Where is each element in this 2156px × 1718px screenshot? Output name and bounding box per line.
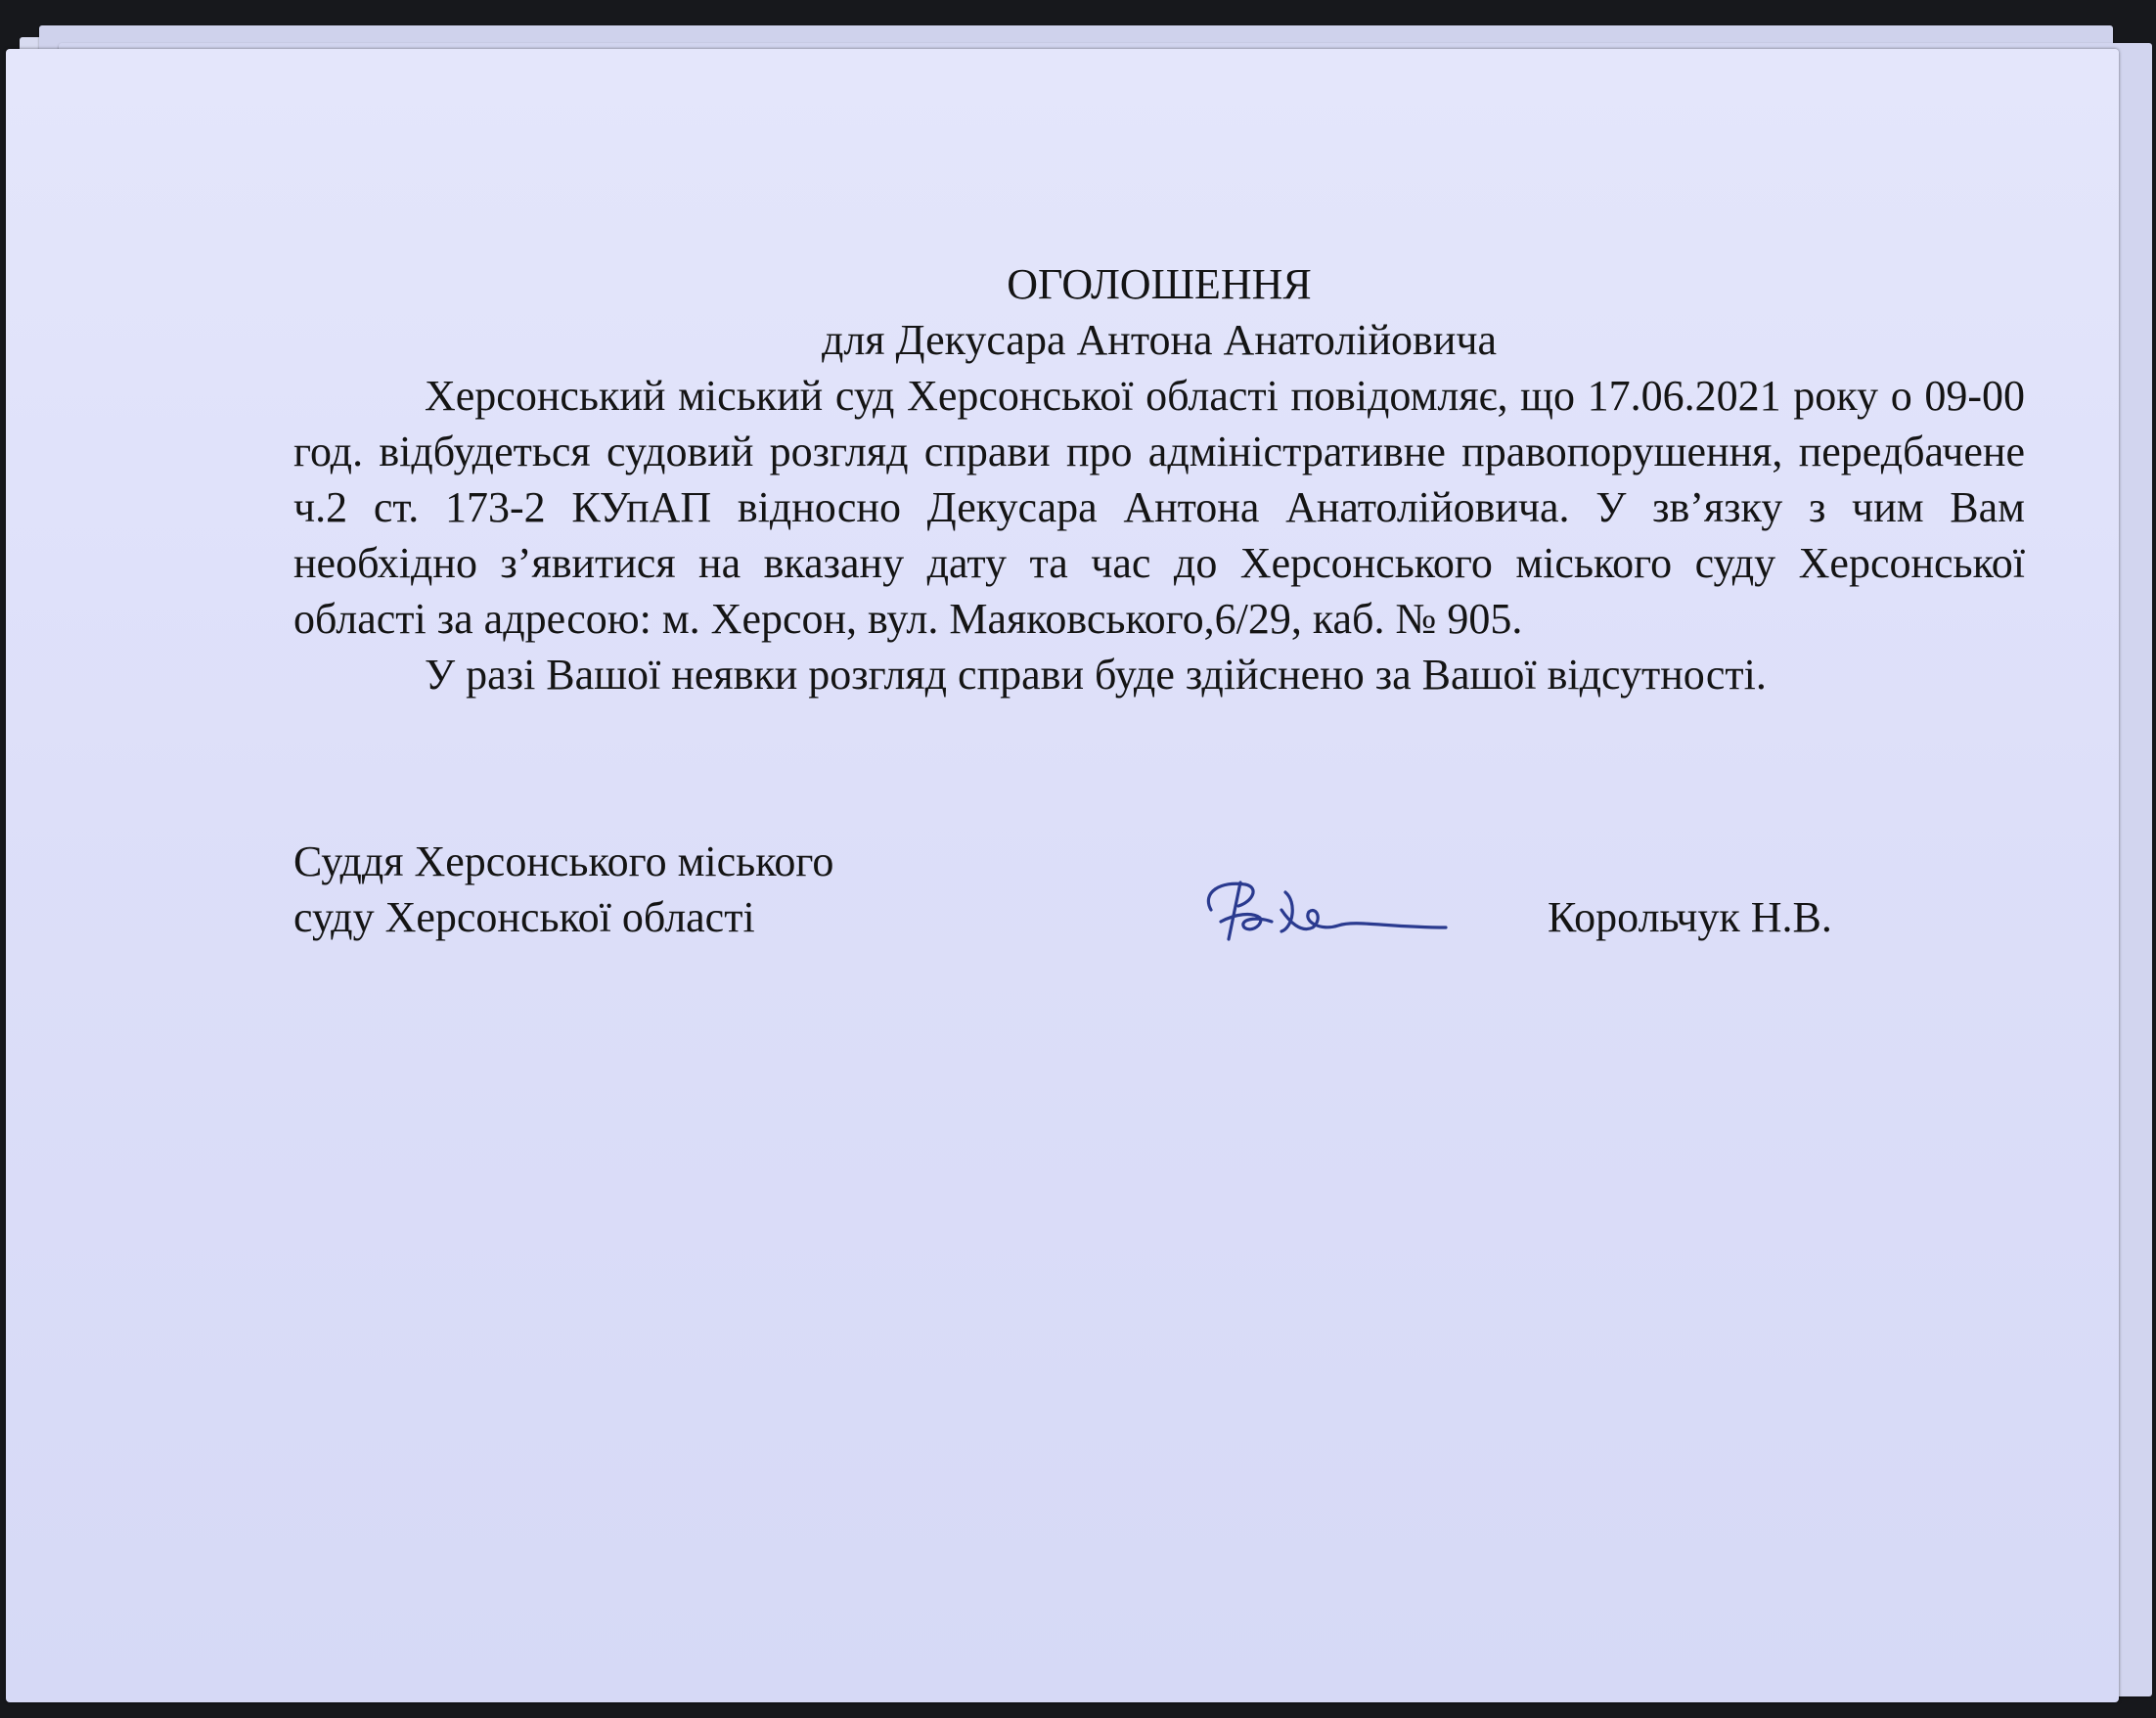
handwritten-signature: [1191, 863, 1456, 951]
judge-position: [293, 834, 833, 945]
absence-paragraph: У разі Вашої неявки розгляд справи буде здійснено за Вашої відсутності.: [425, 651, 1767, 699]
document-title: ОГОЛОШЕННЯ: [1007, 260, 1312, 308]
signature-block: [293, 834, 1976, 961]
judge-position-line-1: Суддя Херсонського міського: [293, 837, 834, 885]
notice-paragraph: Херсонський міський суд Херсонської області повідомляє, що 17.06.2021 року о 09-00 год. відбудеться судовий розгляд справи про адміністративне правопорушення, передбачене ч.2 ст. 173-2 КУпАП відносно Декусара Антона Анатолійовича. У зв’язку з чим Вам необхідно з’явитися на вказану дату та час до Херсонського міського суду Херсонської області за адресою: м. Херсон, вул. Маяковського,6/29, каб. № 905.: [293, 372, 2025, 643]
judge-position-line-2: суду Херсонської області: [293, 893, 755, 941]
announcement-body: [293, 256, 2025, 702]
judge-name: Корольчук Н.В.: [1548, 893, 1832, 941]
addressee-line: для Декусара Антона Анатолійовича: [821, 316, 1498, 364]
